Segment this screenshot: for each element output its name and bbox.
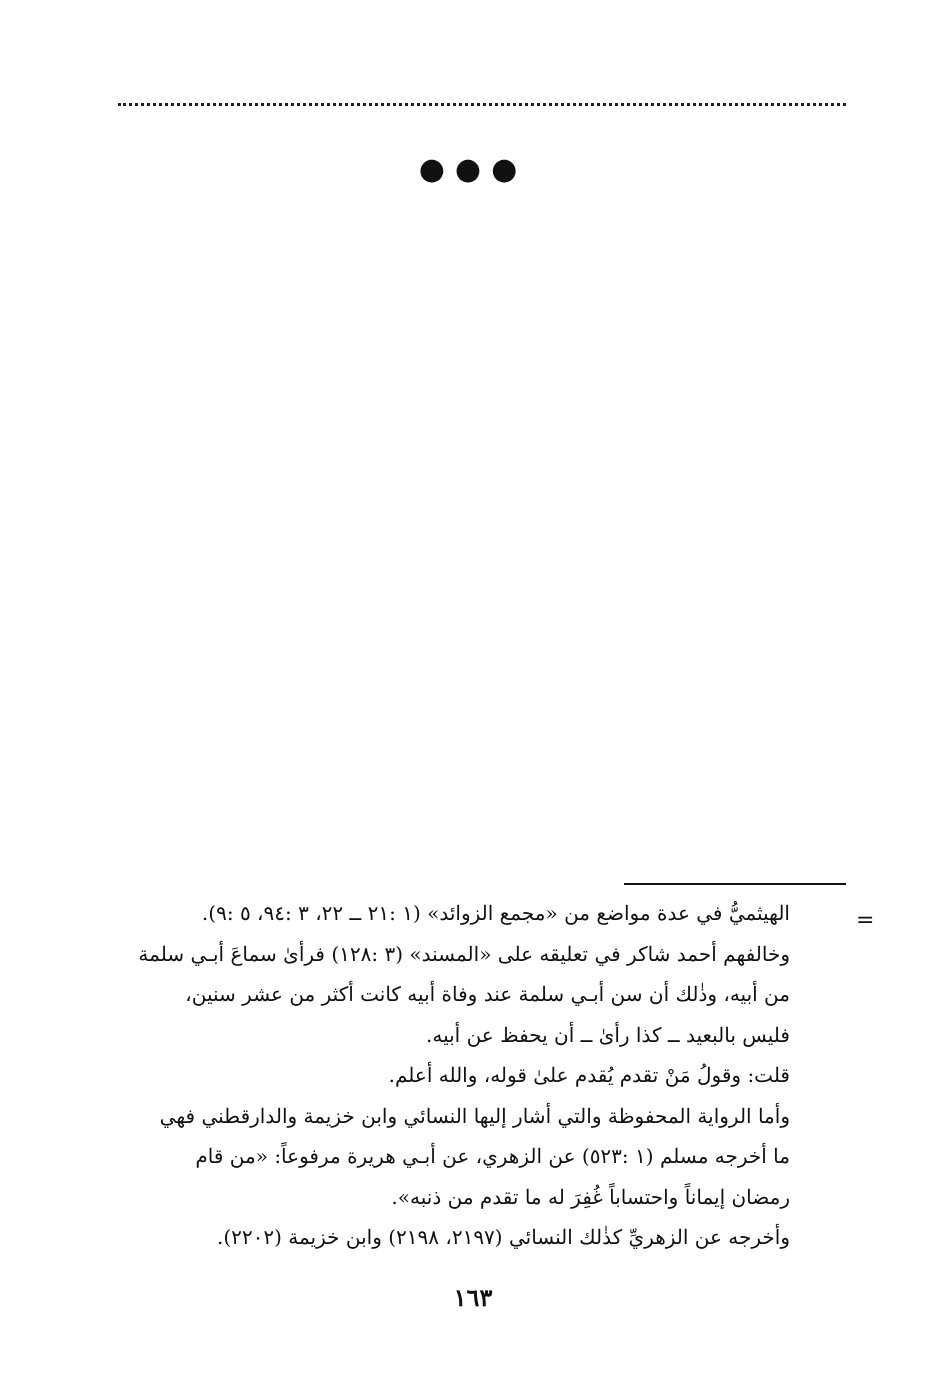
footnote-line: وخالفهم أحمد شاكر في تعليقه على «المسند» (٣ :١٢٨) فرأىٰ سماعَ أبـي سلمة xyxy=(138,941,790,966)
dotted-separator xyxy=(118,103,846,106)
section-end-mark: ●●● xyxy=(418,152,528,187)
footnote-line: قلت: وقولُ مَنْ تقدم يُقدم علىٰ قوله، والله أعلم. xyxy=(388,1063,790,1087)
footnote-separator xyxy=(624,883,846,885)
footnote-continuation-mark: = xyxy=(856,908,875,933)
footnote-line: الهيثميُّ في عدة مواضع من «مجمع الزوائد» (١ :٢١ ــ ٢٢، ٣ :٩٤، ٥ :٩). xyxy=(201,901,790,925)
footnote-line: فليس بالبعيد ــ كذا رأىٰ ــ أن يحفظ عن أبيه. xyxy=(425,1022,790,1047)
footnote-line: رمضان إيماناً واحتساباً غُفِرَ له ما تقدم من ذنبه». xyxy=(391,1184,790,1209)
footnote-text xyxy=(118,893,790,1258)
footnote-line: وأما الرواية المحفوظة والتي أشار إليها النسائي وابن خزيمة والدارقطني فهي xyxy=(159,1103,790,1128)
footnote-line: ما أخرجه مسلم (١ :٥٢٣) عن الزهري، عن أبـي هريرة مرفوعاً: «من قام xyxy=(195,1144,790,1168)
footnote-line: من أبيه، وذٰلك أن سن أبـي سلمة عند وفاة أبيه كانت أكثر من عشر سنين، xyxy=(185,982,790,1006)
footnote-line: وأخرجه عن الزهريِّ كذٰلك النسائي (٢١٩٧، ٢١٩٨) وابن خزيمة (٢٢٠٢). xyxy=(216,1225,790,1249)
page-number: ١٦٣ xyxy=(453,1283,493,1312)
